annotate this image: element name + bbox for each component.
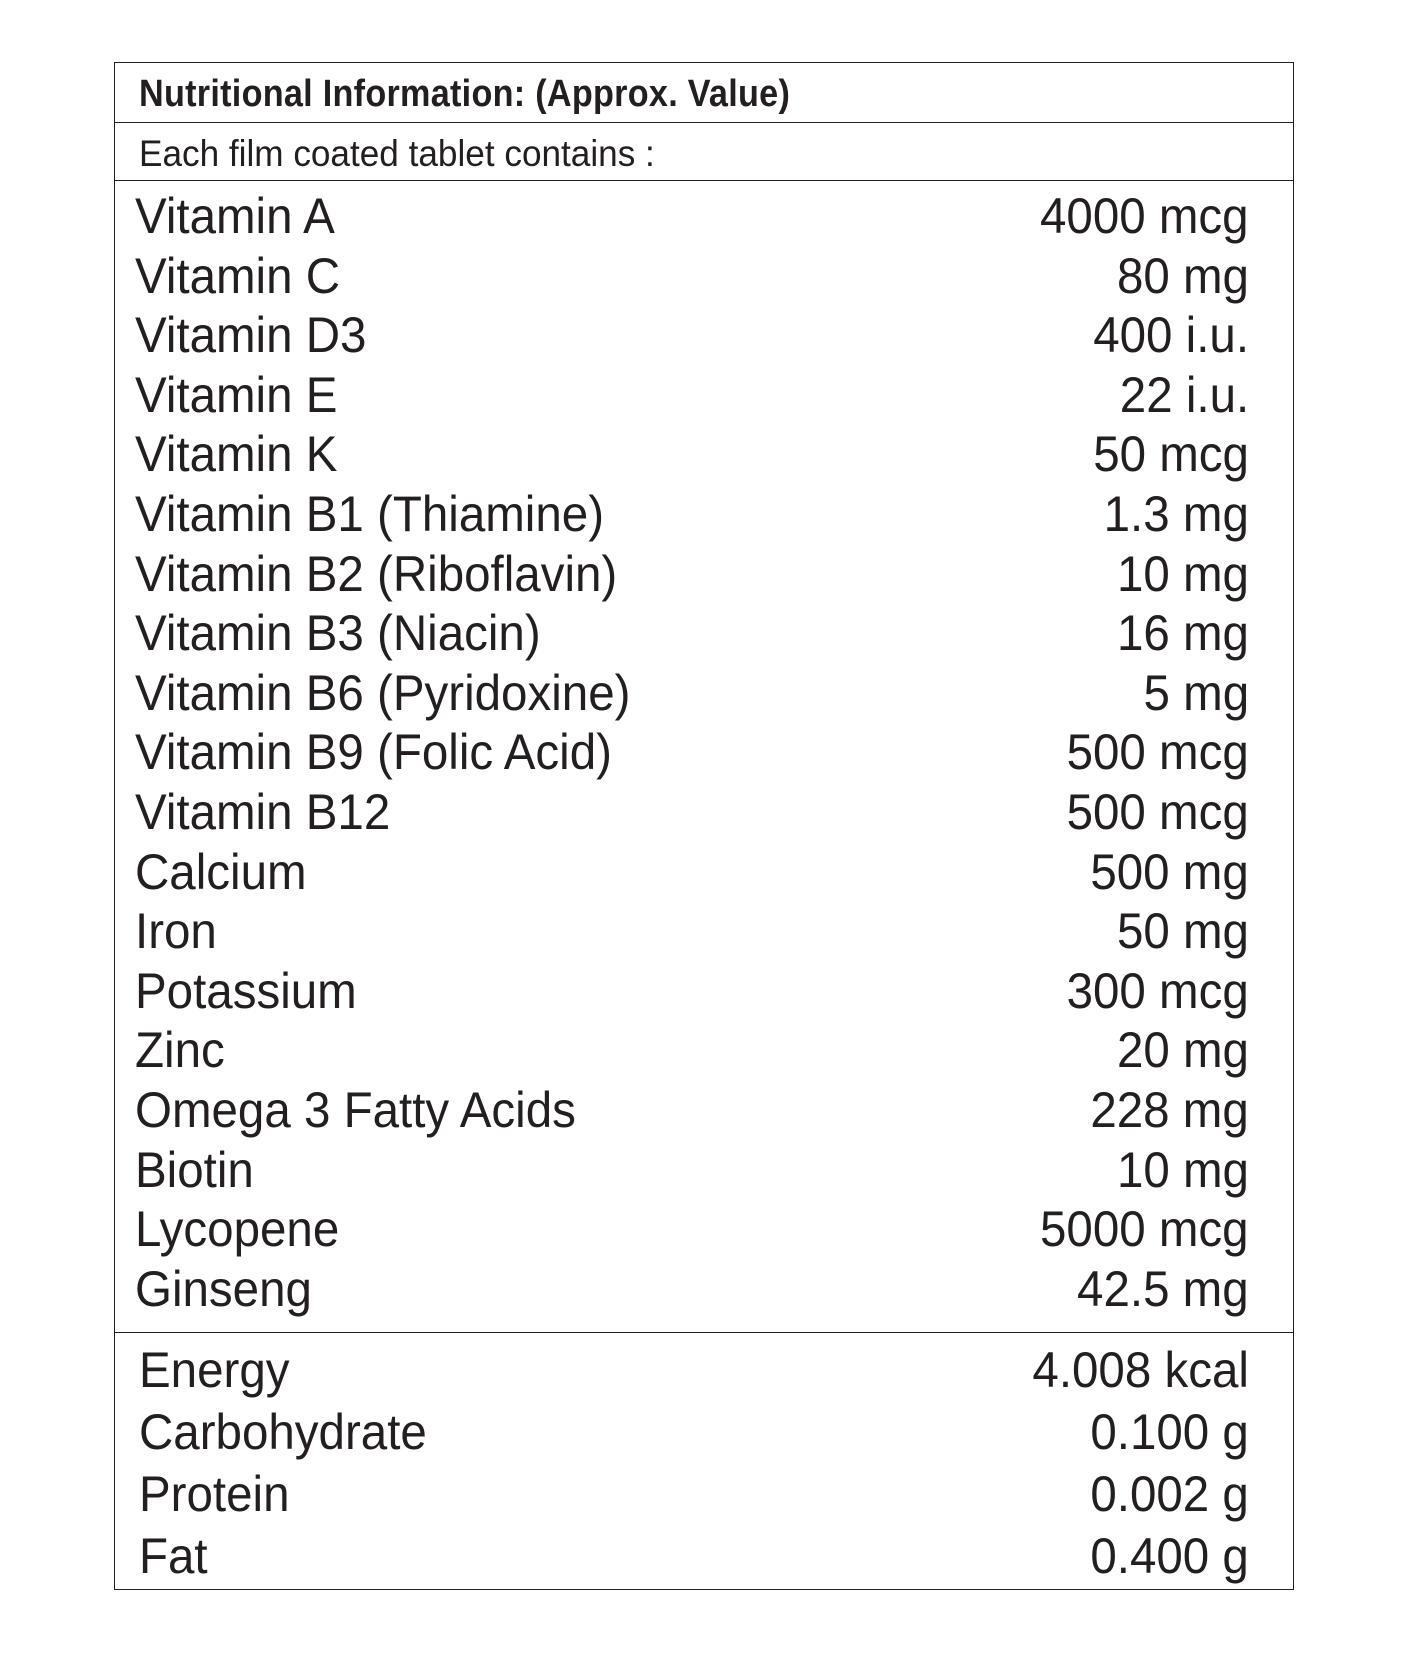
energy-row — [115, 1463, 1293, 1525]
nutrient-list — [115, 185, 1293, 1317]
nutrient-row — [115, 662, 1293, 722]
nutrient-amount: 500 mcg — [1066, 783, 1249, 840]
nutrient-name: Biotin — [135, 1141, 254, 1198]
nutrient-name: Vitamin B9 (Folic Acid) — [135, 724, 612, 781]
panel-title: Nutritional Information: (Approx. Value) — [139, 73, 791, 115]
nutrient-amount: 16 mg — [1116, 605, 1249, 662]
nutrient-name: Vitamin B6 (Pyridoxine) — [135, 664, 631, 721]
nutrient-amount: 300 mcg — [1066, 962, 1249, 1019]
nutrient-name: Iron — [135, 903, 217, 960]
nutrient-amount: 22 i.u. — [1119, 366, 1249, 423]
nutrient-name: Vitamin B1 (Thiamine) — [135, 485, 605, 542]
energy-name: Protein — [139, 1466, 290, 1522]
nutrient-name: Vitamin K — [135, 426, 338, 483]
nutrient-row — [115, 1258, 1293, 1318]
nutrient-name: Lycopene — [135, 1201, 340, 1258]
nutrient-name: Vitamin B3 (Niacin) — [135, 605, 541, 662]
nutrient-name: Vitamin A — [135, 188, 335, 244]
nutrient-amount: 10 mg — [1116, 1141, 1249, 1198]
energy-amount: 0.400 g — [1090, 1528, 1249, 1584]
subtitle-row — [115, 123, 1293, 181]
energy-row — [115, 1401, 1293, 1463]
nutrient-name: Vitamin D3 — [135, 307, 367, 364]
energy-amount: 4.008 kcal — [1032, 1342, 1249, 1398]
energy-row — [115, 1525, 1293, 1587]
nutrient-row — [115, 304, 1293, 364]
panel-subtitle: Each film coated tablet contains : — [139, 133, 655, 174]
nutrient-row — [115, 364, 1293, 424]
nutrient-name: Omega 3 Fatty Acids — [135, 1081, 576, 1138]
nutrient-row — [115, 1079, 1293, 1139]
nutrient-row — [115, 602, 1293, 662]
nutrient-amount: 1.3 mg — [1103, 485, 1249, 542]
nutrient-name: Vitamin E — [135, 366, 338, 423]
nutrient-amount: 10 mg — [1116, 545, 1249, 602]
nutrient-amount: 50 mg — [1116, 903, 1249, 960]
nutrient-row — [115, 483, 1293, 543]
nutrient-name: Vitamin B2 (Riboflavin) — [135, 545, 618, 602]
nutrient-row — [115, 185, 1293, 245]
energy-amount: 0.100 g — [1090, 1404, 1249, 1460]
nutrient-amount: 5 mg — [1143, 664, 1249, 721]
title-row — [115, 63, 1293, 123]
energy-name: Carbohydrate — [139, 1404, 427, 1460]
energy-name: Energy — [139, 1342, 290, 1398]
nutrient-amount: 228 mg — [1090, 1081, 1249, 1138]
nutrient-row — [115, 543, 1293, 603]
nutrient-amount: 500 mcg — [1066, 724, 1249, 781]
nutrient-name: Potassium — [135, 962, 357, 1019]
nutrient-row — [115, 423, 1293, 483]
nutrient-amount: 42.5 mg — [1077, 1260, 1249, 1317]
nutrient-name: Calcium — [135, 843, 307, 900]
nutrient-row — [115, 781, 1293, 841]
nutrient-row — [115, 1019, 1293, 1079]
nutrient-row — [115, 960, 1293, 1020]
nutrient-row — [115, 1198, 1293, 1258]
energy-row — [115, 1339, 1293, 1401]
nutrient-amount: 400 i.u. — [1093, 307, 1249, 364]
nutrient-row — [115, 1139, 1293, 1199]
nutrient-name: Vitamin B12 — [135, 783, 391, 840]
nutrition-panel — [114, 62, 1294, 1590]
nutrient-amount: 500 mg — [1090, 843, 1249, 900]
energy-name: Fat — [139, 1528, 208, 1584]
nutrient-amount: 20 mg — [1116, 1022, 1249, 1079]
nutrient-row — [115, 721, 1293, 781]
nutrient-name: Vitamin C — [135, 247, 341, 304]
nutrient-row — [115, 245, 1293, 305]
nutrient-name: Ginseng — [135, 1260, 312, 1317]
nutrient-name: Zinc — [135, 1022, 225, 1079]
energy-amount: 0.002 g — [1090, 1466, 1249, 1522]
section-divider — [115, 1332, 1293, 1333]
nutrient-row — [115, 841, 1293, 901]
nutrient-amount: 80 mg — [1116, 247, 1249, 304]
energy-list — [115, 1339, 1293, 1587]
nutrient-amount: 4000 mcg — [1040, 188, 1249, 244]
nutrient-amount: 5000 mcg — [1040, 1201, 1249, 1258]
nutrient-row — [115, 900, 1293, 960]
nutrient-amount: 50 mcg — [1093, 426, 1249, 483]
